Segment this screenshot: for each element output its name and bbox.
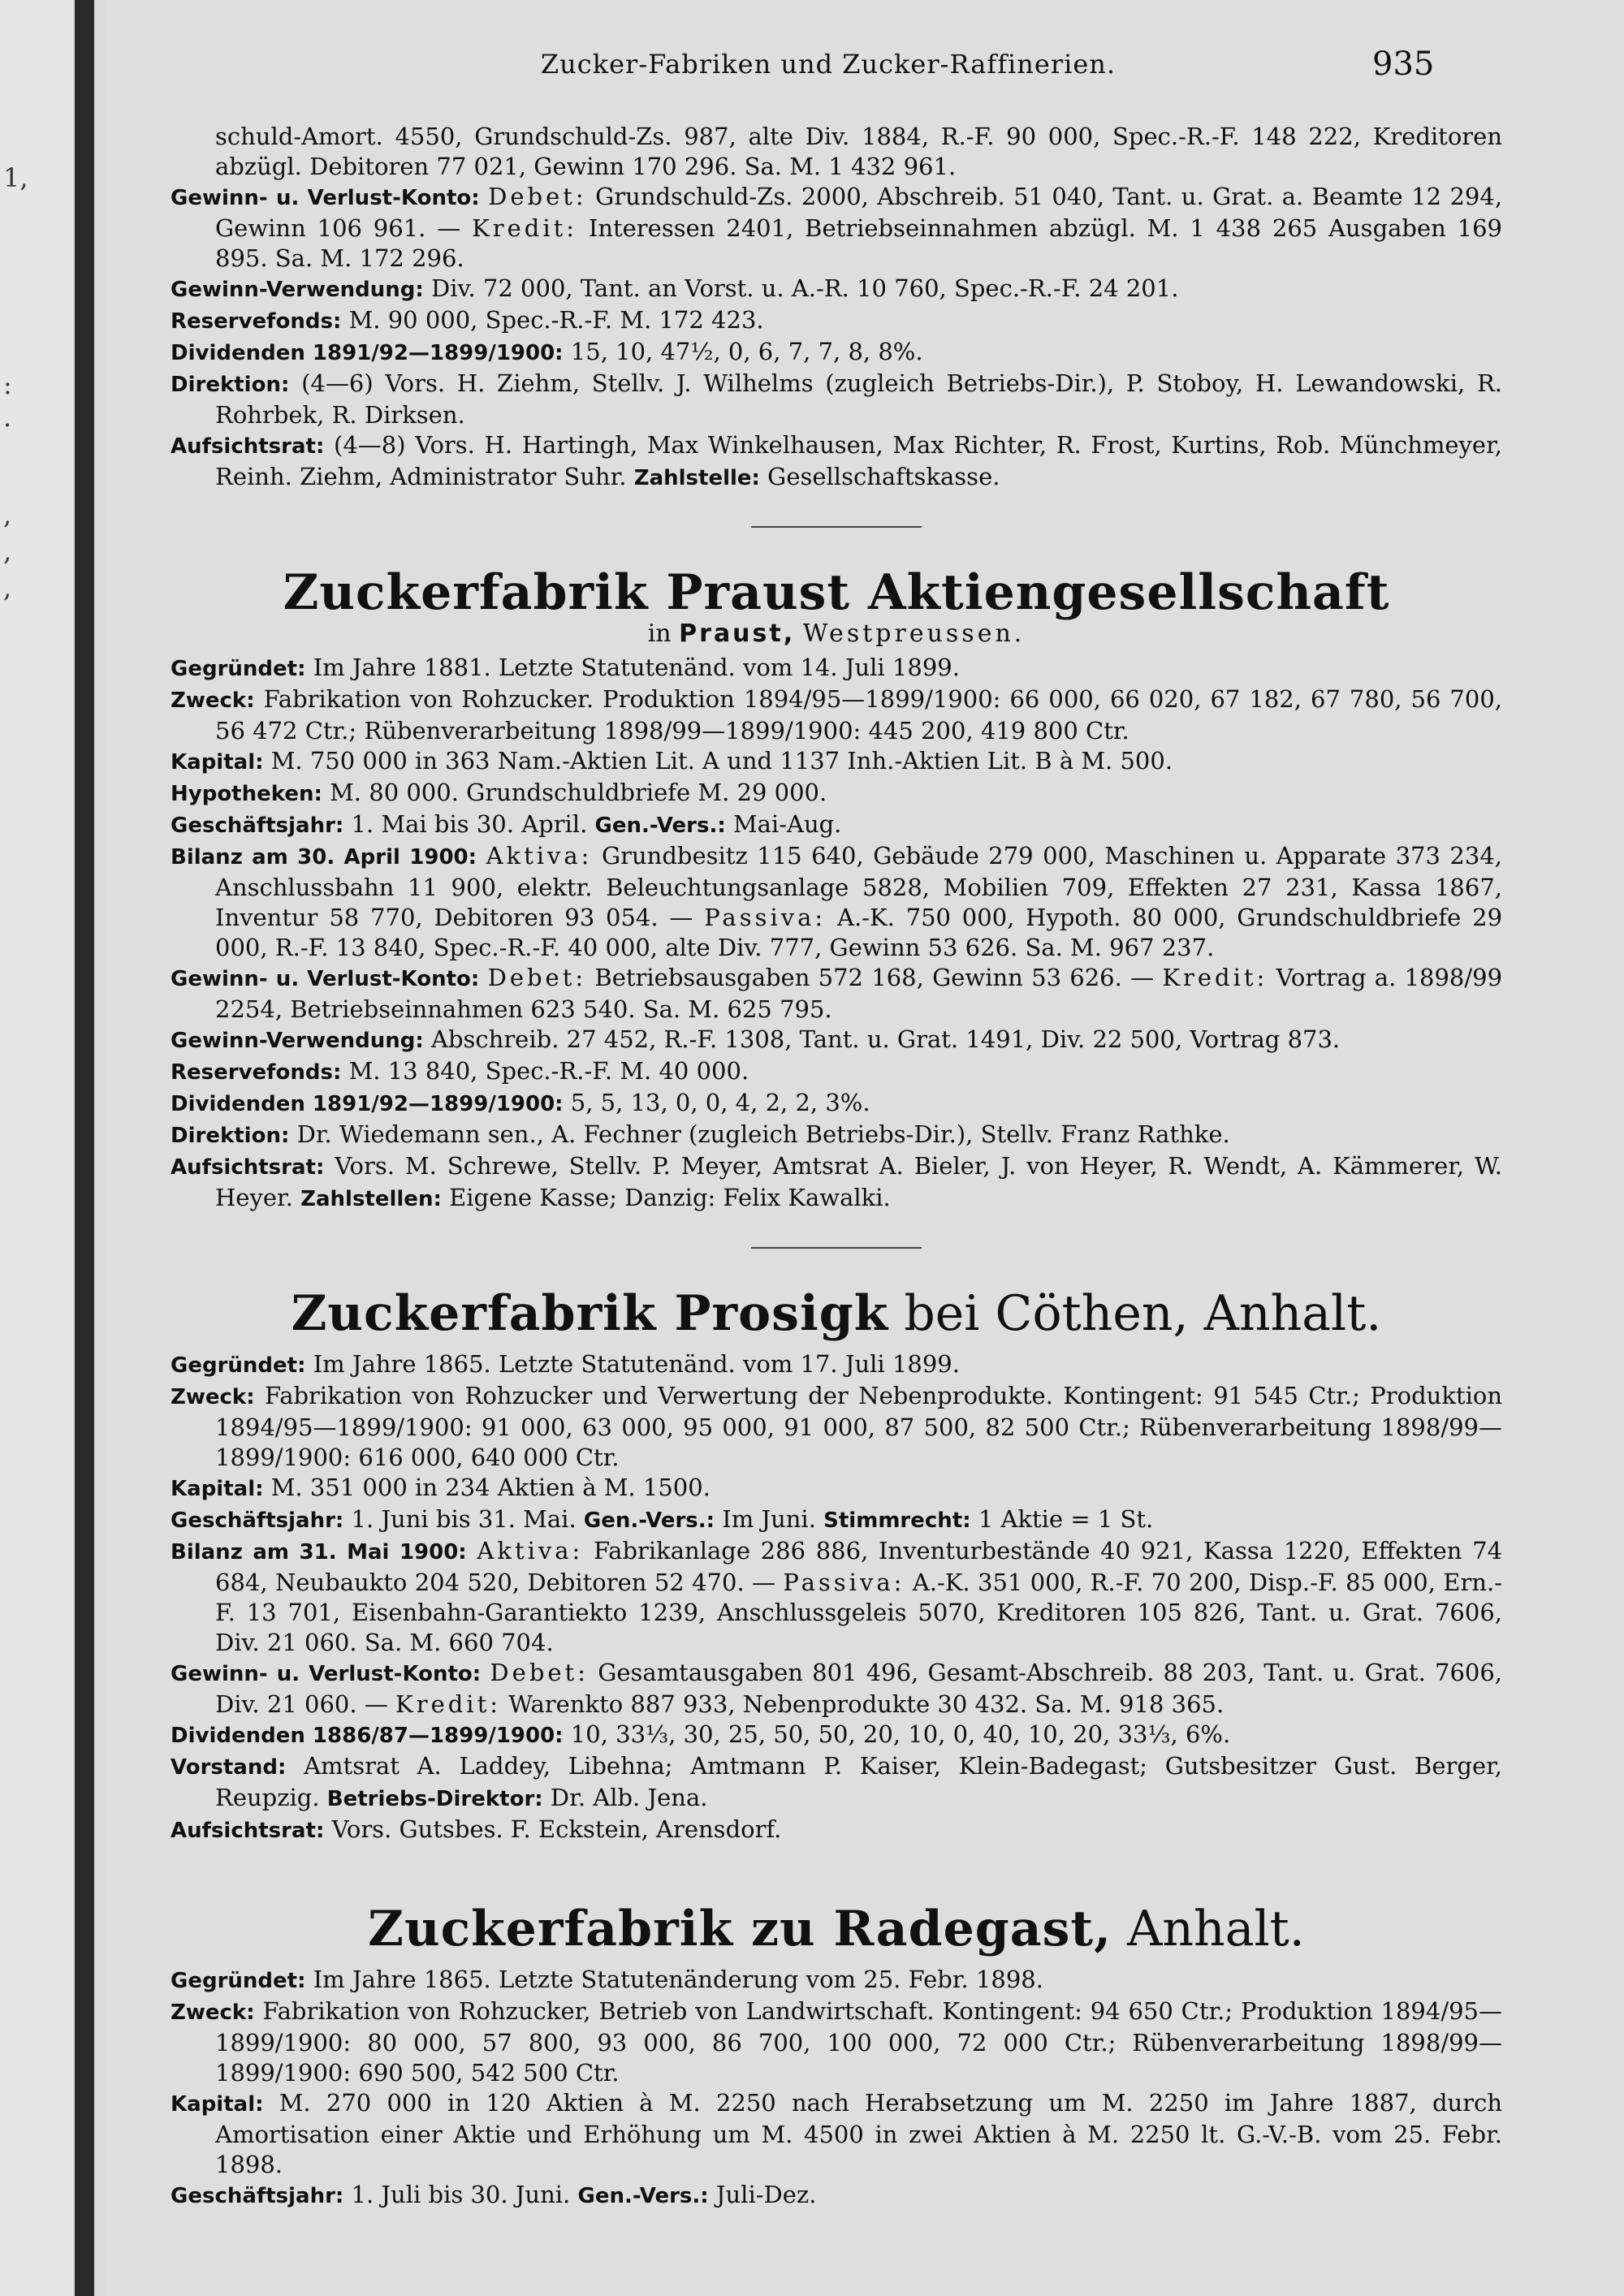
margin-mark: . xyxy=(3,402,12,433)
entry-bilanz: Bilanz am 30. April 1900: Aktiva: Grundbesitz 115 640, Gebäude 279 000, Maschinen u. Apparate 373 234, Anschlussbahn 11 900, elektr. Beleuchtungsanlage 5828, Mobilien 709, Effekten 27 231, Kassa 1867, Inventur 58 770, Debitoren 93 054. — Passiva: A.-K. 750 000, Hypoth. 80 000, Grundschuldbriefe 29 000, R.-F. 13 840, Spec.-R.-F. 40 000, alte Div. 777, Gewinn 53 626. Sa. M. 967 237. xyxy=(171,842,1503,961)
entry-kapital: Kapital: M. 351 000 in 234 Aktien à M. 1500. xyxy=(171,1474,710,1501)
section-divider xyxy=(751,526,922,528)
entry-direktion: Direktion: (4—6) Vors. H. Ziehm, Stellv. J. Wilhelms (zugleich Betriebs-Dir.), P. Stoboy, H. Lewandowski, R. Rohrbek, R. Dirksen. xyxy=(171,369,1503,429)
entry-zweck: Zweck: Fabrikation von Rohzucker und Verwertung der Nebenprodukte. Kontingent: 91 545 Ctr.; Produktion 1894/95—1899/1900: 91 000, 63 000, 95 000, 91 000, 87 500, 82 500 Ctr.; Rübenverarbeitung 1898/99—1899/1900: 616 000, 640 000 Ctr. xyxy=(171,1382,1502,1471)
margin-mark: : xyxy=(3,369,12,400)
entry-dividenden: Dividenden 1886/87—1899/1900: 10, 33⅓, 30, 25, 50, 50, 20, 10, 0, 40, 10, 20, 33⅓, 6%. xyxy=(171,1720,1231,1748)
page-number: 935 xyxy=(1372,45,1435,83)
entry-aufsichtsrat: Aufsichtsrat: (4—8) Vors. H. Hartingh, Max Winkelhausen, Max Richter, R. Frost, Kurtins, Rob. Münchmeyer, Reinh. Ziehm, Administrator Suhr. Zahlstelle: Gesellschaftskasse. xyxy=(171,431,1502,490)
entry-dividenden: Dividenden 1891/92—1899/1900: 15, 10, 47½, 0, 6, 7, 7, 8, 8%. xyxy=(171,338,923,365)
entry-geschaeftsjahr: Geschäftsjahr: 1. Juli bis 30. Juni. Gen.-Vers.: Juli-Dez. xyxy=(171,2181,817,2208)
entry-line: schuld-Amort. 4550, Grundschuld-Zs. 987, alte Div. 1884, R.-F. 90 000, Spec.-R.-F. 148 222, Kreditoren abzügl. Debitoren 77 021, Gewinn 170 296. Sa. M. 1 432 961. xyxy=(215,123,1502,180)
entry-direktion: Direktion: Dr. Wiedemann sen., A. Fechner (zugleich Betriebs-Dir.), Stellv. Franz Rathke. xyxy=(171,1120,1230,1148)
entry-geschaeftsjahr: Geschäftsjahr: 1. Mai bis 30. April. Gen.-Vers.: Mai-Aug. xyxy=(171,810,842,838)
margin-mark: , xyxy=(3,536,12,567)
entry-bilanz: Bilanz am 31. Mai 1900: Aktiva: Fabrikanlage 286 886, Inventurbestände 40 921, Kassa 1220, Effekten 74 684, Neubaukto 204 520, Debitoren 52 470. — Passiva: A.-K. 351 000, R.-F. 70 200, Disp.-F. 85 000, Ern.-F. 13 701, Eisenbahn-Garantiekto 1239, Anschlussgeleis 5070, Kreditoren 105 826, Tant. u. Grat. 7606, Div. 21 060. Sa. M. 660 704. xyxy=(171,1537,1503,1656)
company-prosigk xyxy=(171,1285,1503,1846)
entry-vorstand: Vorstand: Amtsrat A. Laddey, Libehna; Amtmann P. Kaiser, Klein-Badegast; Gutsbesitzer Gust. Berger, Reupzig. Betriebs-Direktor: Dr. Alb. Jena. xyxy=(171,1752,1503,1811)
section-divider xyxy=(751,1247,922,1249)
page-body xyxy=(171,122,1502,2212)
margin-mark: , xyxy=(3,499,12,530)
entry-gegruendet: Gegründet: Im Jahre 1865. Letzte Statutenänd. vom 17. Juli 1899. xyxy=(171,1350,960,1378)
entry-reservefonds: Reservefonds: M. 90 000, Spec.-R.-F. M. 172 423. xyxy=(171,306,764,334)
running-title: Zucker-Fabriken und Zucker-Raffinerien. xyxy=(540,49,1116,80)
company-radegast xyxy=(171,1903,1502,2212)
entry-geschaeftsjahr: Geschäftsjahr: 1. Juni bis 31. Mai. Gen.-Vers.: Im Juni. Stimmrecht: 1 Aktie = 1 St. xyxy=(171,1505,1154,1533)
entry-gewinn-verwendung: Gewinn-Verwendung: Div. 72 000, Tant. an Vorst. u. A.-R. 10 760, Spec.-R.-F. 24 201. xyxy=(171,274,1179,302)
entry-guv: Gewinn- u. Verlust-Konto: Debet: Gesamtausgaben 801 496, Gesamt-Abschreib. 88 203, Tant. u. Grat. 7606, Div. 21 060. — Kredit: Warenkto 887 933, Nebenprodukte 30 432. Sa. M. 918 365. xyxy=(171,1659,1503,1718)
company-title: Zuckerfabrik Praust Aktiengesellschaft xyxy=(283,564,1390,621)
entry-aufsichtsrat: Aufsichtsrat: Vors. Gutsbes. F. Eckstein, Arensdorf. xyxy=(171,1815,782,1843)
margin-mark: , xyxy=(3,572,12,603)
entry-hypotheken: Hypotheken: M. 80 000. Grundschuldbriefe M. 29 000. xyxy=(171,779,827,806)
entry-kapital: Kapital: M. 750 000 in 363 Nam.-Aktien Lit. A und 1137 Inh.-Aktien Lit. B à M. 500. xyxy=(171,747,1173,775)
previous-entry xyxy=(171,122,1502,494)
company-title: Zuckerfabrik zu Radegast, Anhalt. xyxy=(368,1901,1305,1957)
company-location: in Praust, Westpreussen. xyxy=(647,619,1026,648)
margin-marks xyxy=(0,0,73,2296)
company-praust xyxy=(171,564,1503,1215)
entry-guv: Gewinn- u. Verlust-Konto: Debet: Betriebsausgaben 572 168, Gewinn 53 626. — Kredit: Vortrag a. 1898/99 2254, Betriebseinnahmen 623 540. Sa. M. 625 795. xyxy=(171,964,1503,1023)
binding-gutter xyxy=(75,0,94,2296)
company-title: Zuckerfabrik Prosigk bei Cöthen, Anhalt. xyxy=(291,1285,1382,1342)
entry-reservefonds: Reservefonds: M. 13 840, Spec.-R.-F. M. 40 000. xyxy=(171,1057,749,1085)
entry-kapital: Kapital: M. 270 000 in 120 Aktien à M. 2250 nach Herabsetzung um M. 2250 im Jahre 1887, durch Amortisation einer Aktie und Erhöhung um M. 4500 in zwei Aktien à M. 2250 lt. G.-V.-B. vom 25. Febr. 1898. xyxy=(171,2089,1503,2178)
entry-aufsichtsrat: Aufsichtsrat: Vors. M. Schrewe, Stellv. P. Meyer, Amtsrat A. Bieler, J. von Heyer, R. Wendt, A. Kämmerer, W. Heyer. Zahlstellen: Eigene Kasse; Danzig: Felix Kawalki. xyxy=(171,1152,1503,1211)
entry-dividenden: Dividenden 1891/92—1899/1900: 5, 5, 13, 0, 0, 4, 2, 2, 3%. xyxy=(171,1089,870,1116)
entry-gegruendet: Gegründet: Im Jahre 1865. Letzte Statutenänderung vom 25. Febr. 1898. xyxy=(171,1966,1043,1993)
entry-gegruendet: Gegründet: Im Jahre 1881. Letzte Statutenänd. vom 14. Juli 1899. xyxy=(171,654,960,681)
entry-gewinn-verwendung: Gewinn-Verwendung: Abschreib. 27 452, R.-F. 1308, Tant. u. Grat. 1491, Div. 22 500, Vortrag 873. xyxy=(171,1025,1341,1053)
entry-zweck: Zweck: Fabrikation von Rohzucker, Betrieb von Landwirtschaft. Kontingent: 94 650 Ctr.; Produktion 1894/95—1899/1900: 80 000, 57 800, 93 000, 86 700, 100 000, 72 000 Ctr.; Rübenverarbeitung 1898/99—1899/1900: 690 500, 542 500 Ctr. xyxy=(171,1997,1503,2087)
entry-guv: Gewinn- u. Verlust-Konto: Debet: Grundschuld-Zs. 2000, Abschreib. 51 040, Tant. u. Grat. a. Beamte 12 294, Gewinn 106 961. — Kredit: Interessen 2401, Betriebseinnahmen abzügl. M. 1 438 265 Ausgaben 169 895. Sa. M. 172 296. xyxy=(171,183,1503,272)
document-page xyxy=(106,0,1624,2296)
margin-mark: 1, xyxy=(3,162,28,193)
entry-zweck: Zweck: Fabrikation von Rohzucker. Produktion 1894/95—1899/1900: 66 000, 66 020, 67 182, 67 780, 56 700, 56 472 Ctr.; Rübenverarbeitung 1898/99—1899/1900: 445 200, 419 800 Ctr. xyxy=(171,685,1502,744)
